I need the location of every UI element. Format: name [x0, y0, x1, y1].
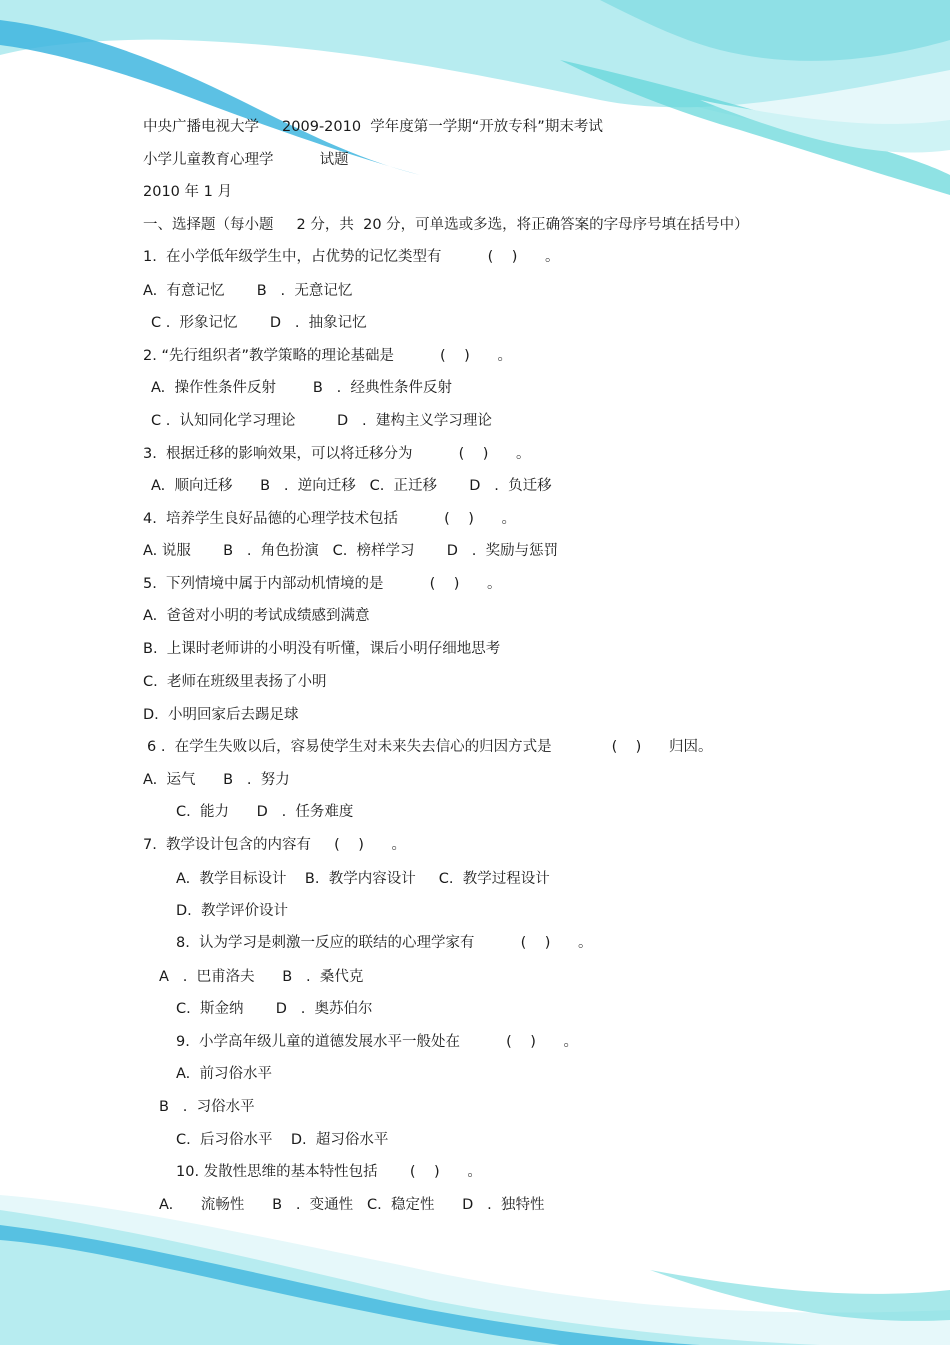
answer-option: A. 爸爸对小明的考试成绩感到满意 [143, 608, 370, 624]
answer-option: A. 操作性条件反射 B . 经典性条件反射 [151, 380, 452, 396]
answer-option: C . 形象记忆 D . 抽象记忆 [151, 315, 367, 331]
question-stem: 5. 下列情境中属于内部动机情境的是 ( ) 。 [143, 576, 502, 592]
answer-option: D. 教学评价设计 [176, 903, 288, 919]
question-stem: 3. 根据迁移的影响效果，可以将迁移分为 ( ) 。 [143, 446, 531, 462]
answer-option: B . 习俗水平 [159, 1099, 255, 1115]
answer-option: A. 运气 B . 努力 [143, 772, 290, 788]
exam-subject: 小学儿童教育心理学 试题 [143, 152, 349, 168]
question-stem: 8. 认为学习是刺激一反应的联结的心理学家有 ( ) 。 [176, 935, 593, 951]
question-stem: 2. “先行组织者”教学策略的理论基础是 ( ) 。 [143, 348, 512, 364]
answer-option: C. 能力 D . 任务难度 [176, 804, 354, 820]
exam-title: 中央广播电视大学 2009-2010 学年度第一学期“开放专科”期末考试 [143, 119, 603, 135]
answer-option: D. 小明回家后去踢足球 [143, 707, 299, 723]
answer-option: C. 老师在班级里表扬了小明 [143, 674, 327, 690]
answer-option: A. 前习俗水平 [176, 1066, 272, 1082]
question-stem: 7. 教学设计包含的内容有 ( ) 。 [143, 837, 407, 853]
answer-option: A. 教学目标设计 B. 教学内容设计 C. 教学过程设计 [176, 871, 550, 887]
exam-date: 2010 年 1 月 [143, 184, 232, 200]
answer-option: C. 后习俗水平 D. 超习俗水平 [176, 1132, 389, 1148]
question-stem: 4. 培养学生良好品德的心理学技术包括 ( ) 。 [143, 511, 517, 527]
answer-option: A. 有意记忆 B . 无意记忆 [143, 283, 353, 299]
answer-option: A. 顺向迁移 B . 逆向迁移 C. 正迁移 D . 负迁移 [151, 478, 552, 494]
answer-option: A. 说服 B . 角色扮演 C. 榜样学习 D . 奖励与惩罚 [143, 543, 559, 559]
question-stem: 10. 发散性思维的基本特性包括 ( ) 。 [176, 1164, 482, 1180]
question-stem: 1. 在小学低年级学生中，占优势的记忆类型有 ( ) 。 [143, 249, 560, 265]
question-stem: 6 . 在学生失败以后，容易使学生对未来失去信心的归因方式是 ( ) 归因。 [147, 739, 713, 755]
answer-option: A. 流畅性 B . 变通性 C. 稳定性 D . 独特性 [159, 1197, 545, 1213]
question-stem: 9. 小学高年级儿童的道德发展水平一般处在 ( ) 。 [176, 1034, 579, 1050]
answer-option: C . 认知同化学习理论 D . 建构主义学习理论 [151, 413, 492, 429]
answer-option: A . 巴甫洛夫 B . 桑代克 [159, 969, 364, 985]
section-heading: 一、选择题（每小题 2 分，共 20 分，可单选或多选，将正确答案的字母序号填在括号中） [143, 217, 749, 233]
answer-option: B. 上课时老师讲的小明没有听懂，课后小明仔细地思考 [143, 641, 501, 657]
answer-option: C. 斯金纳 D . 奥苏伯尔 [176, 1001, 373, 1017]
